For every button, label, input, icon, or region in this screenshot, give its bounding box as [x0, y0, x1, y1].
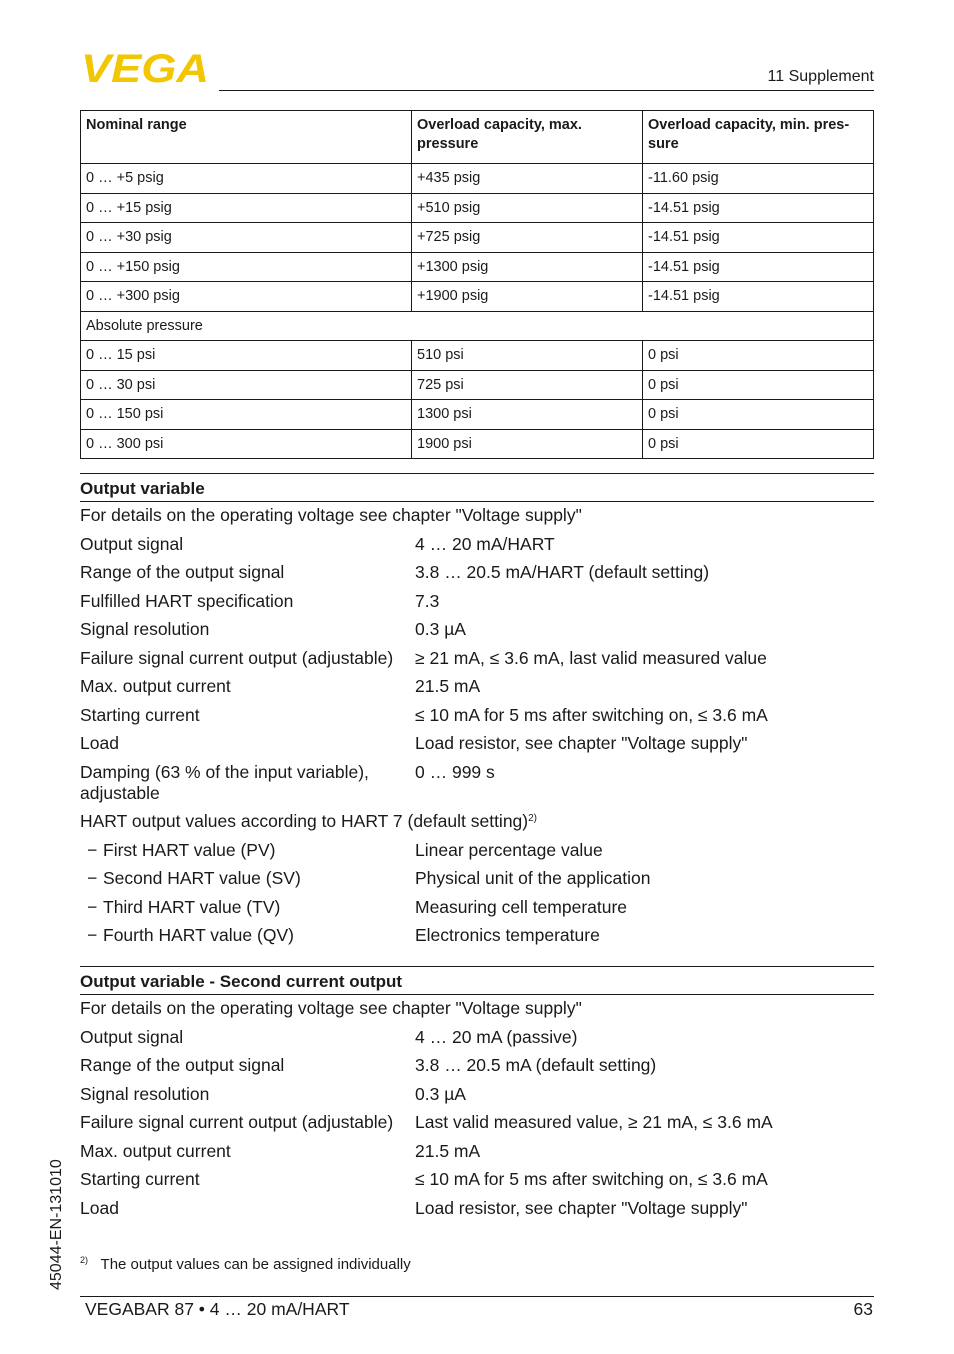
spec-label: Damping (63 % of the input variable), adjustable	[80, 761, 369, 803]
hart-output-heading	[80, 811, 874, 832]
table-row	[81, 370, 874, 400]
table-header-row	[81, 111, 874, 164]
table-cell: 725 psi	[412, 370, 643, 400]
spec-label: Fulfilled HART specification	[80, 590, 294, 611]
table-row	[81, 341, 874, 371]
section-title: Output variable	[80, 473, 874, 502]
spec-row	[80, 705, 874, 726]
table-cell: 0 … 300 psi	[81, 429, 412, 459]
hart-value: Physical unit of the application	[415, 868, 651, 888]
spec-value: 4 … 20 mA (passive)	[415, 1026, 578, 1047]
spec-row	[80, 676, 874, 697]
spec-value: ≤ 10 mA for 5 ms after switching on, ≤ 3.6 mA	[415, 1169, 768, 1189]
section-note: For details on the operating voltage see chapter "Voltage supply"	[80, 998, 582, 1018]
pressure-range-table	[80, 110, 874, 459]
header-overload-min: Overload capacity, min. pres-sure	[643, 111, 874, 164]
spec-row	[80, 1169, 874, 1190]
hart-value: Measuring cell temperature	[415, 896, 628, 917]
spec-label: Output signal	[80, 1026, 184, 1047]
hart-label-text: Second HART value (SV)	[103, 868, 301, 888]
spec-value: 4 … 20 mA/HART	[415, 533, 555, 554]
spec-row	[80, 619, 874, 640]
spec-row	[80, 1198, 874, 1219]
table-cell: 1900 psi	[412, 429, 643, 459]
spec-value: ≥ 21 mA, ≤ 3.6 mA, last valid measured value	[415, 647, 767, 668]
spec-row	[80, 1027, 874, 1048]
section-title: Output variable - Second current output	[80, 966, 874, 995]
table-cell: +1900 psig	[412, 282, 643, 312]
spec-row	[80, 562, 874, 583]
spec-row	[80, 1055, 874, 1076]
table-cell: 0 psi	[643, 429, 874, 459]
table-cell: 0 … +150 psig	[81, 252, 412, 282]
spec-value: 3.8 … 20.5 mA/HART (default setting)	[415, 562, 710, 582]
hart-row	[80, 840, 874, 861]
spec-label: Signal resolution	[80, 619, 210, 639]
spec-label: Max. output current	[80, 1140, 231, 1161]
spec-label: Starting current	[80, 1169, 200, 1189]
logo-text: VEGA	[81, 52, 209, 84]
footnote-ref: 2)	[528, 813, 538, 824]
spec-label: Range of the output signal	[80, 562, 285, 582]
spec-row	[80, 534, 874, 555]
table-row	[81, 164, 874, 194]
spec-label: Failure signal current output (adjustable)	[80, 647, 394, 668]
table-cell: 0 … +5 psig	[81, 164, 412, 194]
table-cell: 0 psi	[643, 341, 874, 371]
table-cell: 0 psi	[643, 400, 874, 430]
spec-row	[80, 1112, 874, 1133]
table-cell: +435 psig	[412, 164, 643, 194]
spec-value: 21.5 mA	[415, 1140, 481, 1161]
header-overload-max: Overload capacity, max. pressure	[412, 111, 643, 164]
header-rule	[219, 90, 874, 91]
section-label: 11 Supplement	[767, 68, 874, 85]
spec-label: Max. output current	[80, 676, 231, 696]
hart-output-label: HART output values according to HART 7 (default setting)	[80, 811, 529, 831]
absolute-pressure-label: Absolute pressure	[81, 311, 874, 341]
footer-rule	[80, 1296, 874, 1297]
table-cell: 0 … +300 psig	[81, 282, 412, 312]
spec-value: ≤ 10 mA for 5 ms after switching on, ≤ 3.6 mA	[415, 704, 768, 725]
table-cell: -14.51 psig	[643, 252, 874, 282]
table-group-row	[81, 311, 874, 341]
spec-label: Failure signal current output (adjustable)	[80, 1112, 394, 1132]
table-cell: +510 psig	[412, 193, 643, 223]
table-cell: -14.51 psig	[643, 193, 874, 223]
spec-row	[80, 648, 874, 669]
hart-value: Linear percentage value	[415, 839, 603, 860]
table-cell: -14.51 psig	[643, 282, 874, 312]
table-cell: -14.51 psig	[643, 223, 874, 253]
footnote	[80, 1256, 411, 1273]
hart-label-text: First HART value (PV)	[103, 839, 276, 860]
hart-label-text: Fourth HART value (QV)	[103, 925, 294, 945]
hart-label	[80, 840, 415, 861]
spec-value: Last valid measured value, ≥ 21 mA, ≤ 3.6 mA	[415, 1112, 773, 1132]
spec-value: 0.3 µA	[415, 1083, 466, 1104]
table-row	[81, 400, 874, 430]
table-cell: 0 … 30 psi	[81, 370, 412, 400]
page-number: 63	[853, 1299, 873, 1319]
dash-marker: −	[87, 925, 98, 945]
table-cell: 1300 psi	[412, 400, 643, 430]
dash-marker: −	[87, 868, 98, 888]
table-cell: 0 … +30 psig	[81, 223, 412, 253]
section-note: For details on the operating voltage see chapter "Voltage supply"	[80, 505, 582, 525]
table-cell: 510 psi	[412, 341, 643, 371]
table-cell: -11.60 psig	[643, 164, 874, 194]
table-row	[81, 282, 874, 312]
spec-row	[80, 591, 874, 612]
hart-row	[80, 925, 874, 946]
hart-label	[80, 897, 415, 918]
footnote-mark: 2)	[80, 1255, 89, 1265]
header-nominal-range: Nominal range	[81, 111, 412, 164]
spec-row	[80, 733, 874, 754]
spec-label: Signal resolution	[80, 1083, 210, 1104]
hart-label	[80, 925, 415, 946]
dash-marker: −	[87, 896, 98, 917]
spec-label: Range of the output signal	[80, 1055, 285, 1075]
table-row	[81, 252, 874, 282]
table-cell: +725 psig	[412, 223, 643, 253]
spec-label: Load	[80, 733, 119, 753]
spec-value: 21.5 mA	[415, 676, 481, 696]
spec-row	[80, 1141, 874, 1162]
spec-row	[80, 1084, 874, 1105]
table-cell: 0 … 150 psi	[81, 400, 412, 430]
hart-row	[80, 868, 874, 889]
hart-value: Electronics temperature	[415, 925, 600, 945]
hart-row	[80, 897, 874, 918]
document-id: 45044-EN-131010	[48, 1159, 65, 1290]
table-row	[81, 223, 874, 253]
spec-label: Load	[80, 1197, 119, 1218]
table-cell: 0 … 15 psi	[81, 341, 412, 371]
spec-value: Load resistor, see chapter "Voltage supply"	[415, 1197, 748, 1218]
spec-value: Load resistor, see chapter "Voltage supply"	[415, 733, 748, 753]
second-current-output-section	[80, 966, 874, 1219]
table-row	[81, 193, 874, 223]
dash-marker: −	[87, 839, 98, 860]
table-cell: 0 … +15 psig	[81, 193, 412, 223]
output-variable-section	[80, 473, 874, 946]
spec-label: Output signal	[80, 533, 184, 554]
table-cell: +1300 psig	[412, 252, 643, 282]
footer-product: VEGABAR 87 • 4 … 20 mA/HART	[85, 1299, 350, 1319]
spec-value: 0.3 µA	[415, 619, 466, 639]
hart-label	[80, 868, 415, 889]
hart-label-text: Third HART value (TV)	[103, 896, 281, 917]
table-cell: 0 psi	[643, 370, 874, 400]
vega-logo	[81, 52, 211, 84]
spec-row	[80, 762, 874, 804]
spec-value: 0 … 999 s	[415, 761, 495, 782]
footnote-text: The output values can be assigned individually	[100, 1256, 411, 1273]
spec-value: 3.8 … 20.5 mA (default setting)	[415, 1055, 657, 1075]
table-row	[81, 429, 874, 459]
spec-label: Starting current	[80, 704, 200, 725]
spec-value: 7.3	[415, 590, 440, 611]
